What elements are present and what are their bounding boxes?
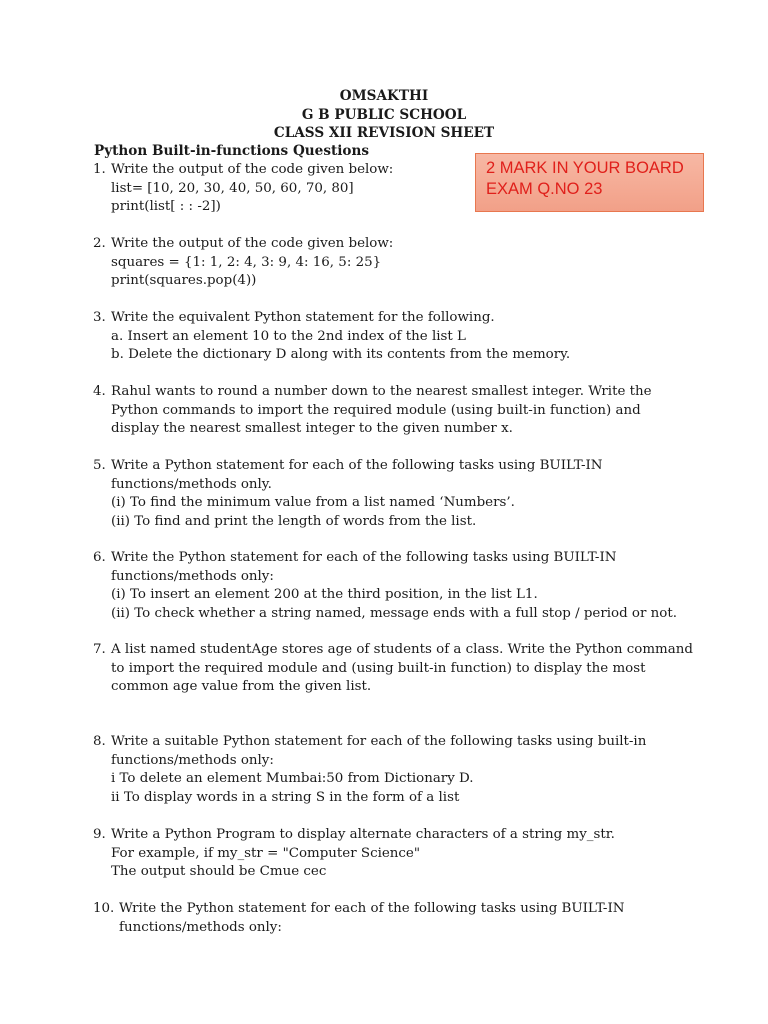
question-number: 10. (93, 901, 115, 916)
document-header (0, 87, 768, 143)
section-title: Python Built-in-functions Questions (94, 143, 370, 159)
header-line-1: OMSAKTHI (339, 88, 429, 104)
question-line: to import the required module and (using built-in function) to display the most (111, 660, 646, 676)
callout-line-2: EXAM Q.NO 23 (486, 180, 603, 198)
header-school-name: G B PUBLIC SCHOOL (301, 106, 467, 123)
question-line: squares = {1: 1, 2: 4, 3: 9, 4: 16, 5: 25} (111, 254, 382, 270)
question-number: 1. (93, 162, 106, 177)
question-line: (i) To insert an element 200 at the third position, in the list L1. (111, 587, 538, 602)
question-9 (93, 826, 713, 882)
question-line: Write the equivalent Python statement for the following. (111, 310, 495, 325)
header-sheet-title: CLASS XII REVISION SHEET (273, 125, 495, 141)
question-line: Rahul wants to round a number down to the nearest smallest integer. Write the (111, 384, 652, 399)
question-number: 7. (93, 642, 106, 657)
question-line: A list named studentAge stores age of students of a class. Write the Python command (111, 642, 693, 657)
question-line: Write a Python statement for each of the following tasks using BUILT-IN (111, 458, 603, 473)
question-line: list= [10, 20, 30, 40, 50, 60, 70, 80] (111, 180, 354, 196)
question-line: print(list[ : : -2]) (111, 199, 221, 214)
question-line: Write a suitable Python statement for each of the following tasks using built-in (111, 734, 647, 749)
question-number: 2. (93, 236, 106, 251)
question-line: For example, if my_str = "Computer Science" (111, 845, 420, 861)
question-number: 6. (93, 550, 106, 565)
question-8 (93, 733, 713, 807)
question-line: b. Delete the dictionary D along with its contents from the memory. (111, 347, 571, 362)
question-line: Write the Python statement for each of the following tasks using BUILT-IN (111, 550, 617, 565)
question-number: 8. (93, 734, 106, 749)
question-line: Write the output of the code given below: (111, 236, 394, 251)
question-line: functions/methods only: (119, 919, 282, 935)
question-line: (ii) To find and print the length of words from the list. (111, 513, 477, 529)
question-line: functions/methods only. (111, 476, 272, 492)
question-1 (93, 161, 713, 217)
question-line: ii To display words in a string S in the form of a list (111, 789, 460, 805)
question-4 (93, 383, 713, 439)
question-line: print(squares.pop(4)) (111, 273, 257, 288)
question-line: functions/methods only: (111, 568, 274, 584)
question-2 (93, 235, 713, 291)
question-number: 3. (93, 310, 106, 325)
question-number: 9. (93, 827, 106, 842)
question-line: Write a Python Program to display alternate characters of a string my_str. (111, 827, 615, 842)
question-line: display the nearest smallest integer to the given number x. (111, 421, 513, 436)
question-number: 4. (93, 384, 106, 399)
question-5 (93, 457, 713, 531)
question-line: (i) To find the minimum value from a list named ‘Numbers’. (111, 495, 515, 510)
question-line: (ii) To check whether a string named, message ends with a full stop / period or not. (111, 605, 677, 621)
question-10 (93, 900, 713, 937)
question-6 (93, 549, 713, 623)
question-line: Write the Python statement for each of the following tasks using BUILT-IN (119, 901, 625, 916)
question-number: 5. (93, 458, 106, 473)
question-line: functions/methods only: (111, 752, 274, 768)
question-7 (93, 641, 713, 697)
question-line: i To delete an element Mumbai:50 from Dictionary D. (111, 771, 474, 786)
question-line: a. Insert an element 10 to the 2nd index of the list L (111, 328, 466, 344)
question-line: Python commands to import the required module (using built-in function) and (111, 402, 641, 418)
question-line: The output should be Cmue cec (111, 864, 327, 879)
callout-line-1: 2 MARK IN YOUR BOARD (486, 159, 684, 177)
question-line: Write the output of the code given below: (111, 162, 394, 177)
question-line: common age value from the given list. (111, 679, 372, 694)
question-3 (93, 309, 713, 365)
